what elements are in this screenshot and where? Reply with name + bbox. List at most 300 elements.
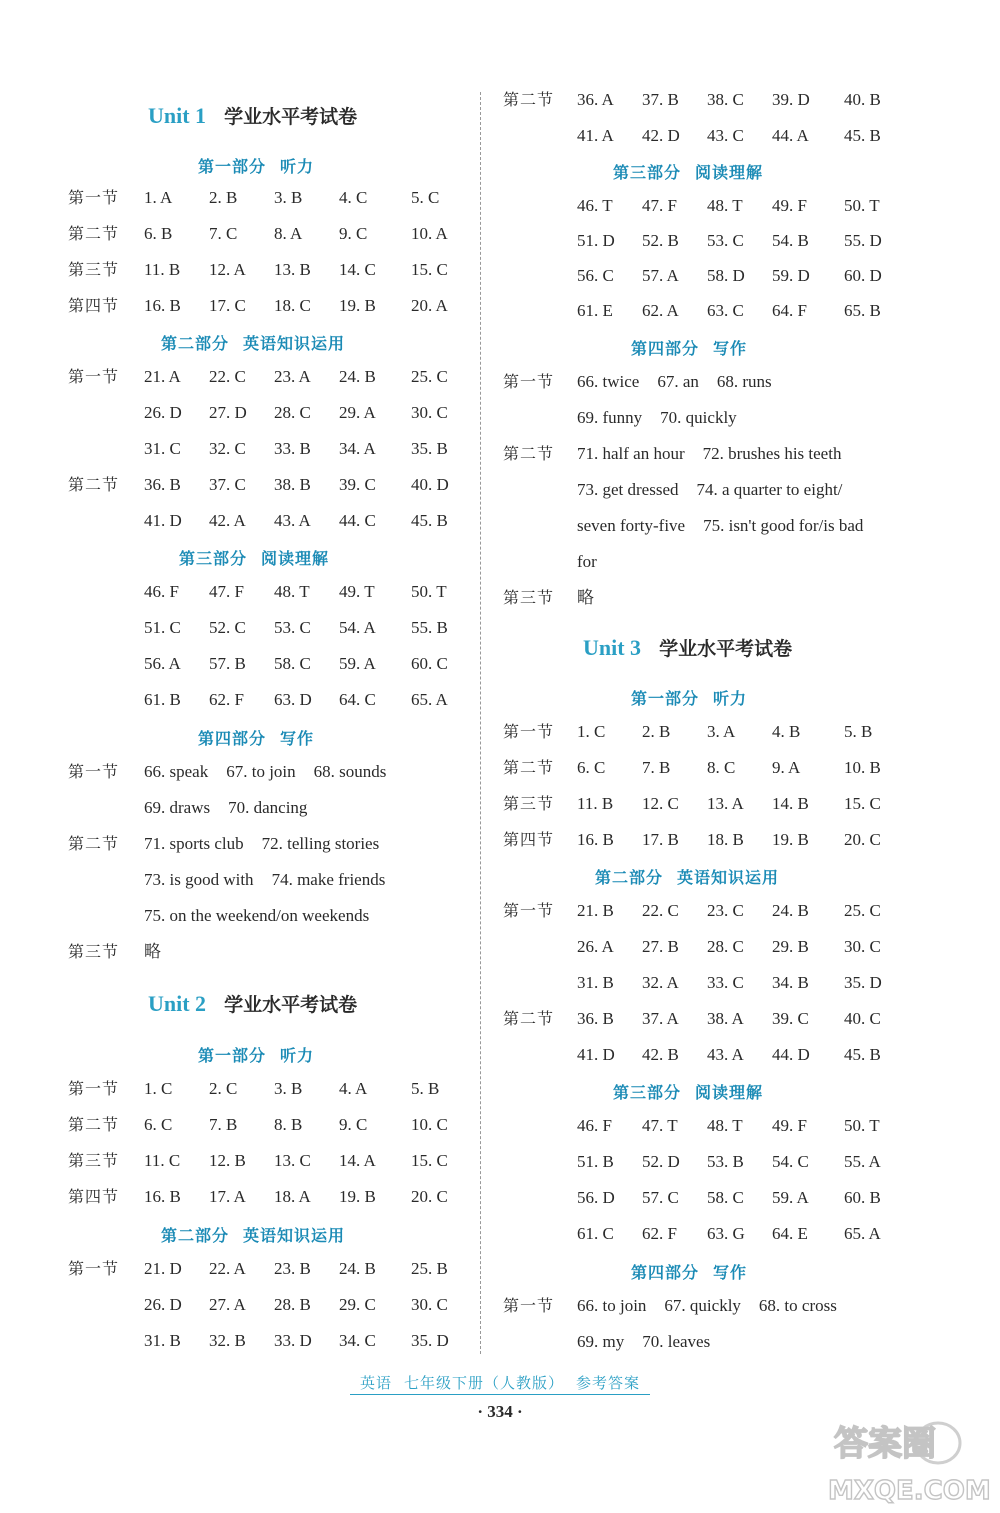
- part-title: 英语知识运用: [243, 334, 346, 353]
- answer-list: [577, 1224, 909, 1244]
- answer-item: 14. C: [339, 260, 376, 279]
- part-heading: [198, 1043, 314, 1066]
- answer-item: 12. B: [209, 1151, 246, 1170]
- fill-answer: 68. sounds: [313, 762, 387, 781]
- answer-item: 16. B: [144, 1187, 181, 1206]
- answer-item: 30. C: [411, 403, 448, 422]
- answer-item: 27. A: [209, 1295, 246, 1314]
- answer-item: 33. D: [274, 1331, 312, 1350]
- part-label: 第三部分: [613, 1083, 682, 1102]
- part-heading: [179, 546, 329, 569]
- answer-item: 27. D: [209, 403, 247, 422]
- answer-list: [144, 224, 476, 244]
- part-title: 阅读理解: [261, 549, 330, 568]
- answer-item: 53. C: [274, 618, 311, 637]
- answer-item: 62. F: [642, 1224, 677, 1243]
- answer-item: 17. C: [209, 296, 246, 315]
- answer-item: 49. T: [339, 582, 375, 601]
- section-label: 第一节: [68, 1259, 120, 1278]
- answer-item: 31. B: [577, 973, 614, 992]
- section-label: 第四节: [68, 1187, 120, 1206]
- answer-item: 20. A: [411, 296, 448, 315]
- answer-item: 4. A: [339, 1079, 368, 1098]
- answer-item: 58. D: [707, 266, 745, 285]
- answer-item: 61. B: [144, 690, 181, 709]
- unit-subtitle: 学业水平考试卷: [224, 994, 358, 1016]
- part-title: 阅读理解: [695, 1083, 764, 1102]
- answer-list: [577, 1188, 909, 1208]
- answer-item: 4. B: [772, 722, 801, 741]
- answer-item: 45. B: [844, 126, 881, 145]
- answer-item: 5. B: [844, 722, 873, 741]
- answer-item: 42. D: [642, 126, 680, 145]
- answer-list: [144, 582, 476, 602]
- answer-item: 56. A: [144, 654, 181, 673]
- answer-item: 5. C: [411, 188, 440, 207]
- answer-item: 46. F: [577, 1116, 612, 1135]
- answer-item: 25. C: [411, 367, 448, 386]
- section-label: 第二节: [503, 444, 555, 463]
- footer-subject: 英语: [359, 1374, 392, 1392]
- section-label: 第一节: [68, 367, 120, 386]
- answer-list: [144, 762, 404, 782]
- answer-item: 22. A: [209, 1259, 246, 1278]
- fill-answer: 略: [144, 942, 161, 961]
- answer-item: 15. C: [844, 794, 881, 813]
- answer-item: 22. C: [642, 901, 679, 920]
- answer-list: [144, 1115, 476, 1135]
- fill-answer: for: [577, 552, 597, 571]
- part-heading: [613, 1080, 763, 1103]
- answer-item: 15. C: [411, 1151, 448, 1170]
- answer-item: 3. A: [707, 722, 736, 741]
- answer-item: 53. B: [707, 1152, 744, 1171]
- answer-list: [577, 1152, 909, 1172]
- fill-answer: 66. to join: [577, 1296, 647, 1315]
- answer-item: 30. C: [844, 937, 881, 956]
- part-heading: [595, 865, 779, 888]
- answer-item: 7. C: [209, 224, 238, 243]
- section-label: 第二节: [503, 758, 555, 777]
- answer-item: 62. F: [209, 690, 244, 709]
- answer-item: 2. C: [209, 1079, 238, 1098]
- answer-item: 40. B: [844, 90, 881, 109]
- answer-item: 1. A: [144, 188, 173, 207]
- part-label: 第二部分: [595, 868, 664, 887]
- answer-item: 35. D: [844, 973, 882, 992]
- answer-item: 37. C: [209, 475, 246, 494]
- part-heading: [631, 686, 747, 709]
- answer-list: [577, 937, 909, 957]
- answer-item: 57. C: [642, 1188, 679, 1207]
- answer-item: 6. C: [577, 758, 606, 777]
- section-label: 第二节: [68, 834, 120, 853]
- answer-item: 65. A: [411, 690, 448, 709]
- answer-item: 13. A: [707, 794, 744, 813]
- answer-list: [144, 260, 476, 280]
- fill-answer: 67. an: [657, 372, 699, 391]
- answer-list: [577, 196, 909, 216]
- section-label: 第三节: [68, 942, 120, 961]
- answer-item: 32. B: [209, 1331, 246, 1350]
- fill-answer: 75. isn't good for/is bad: [703, 516, 864, 535]
- answer-list: [577, 901, 909, 921]
- section-label: 第二节: [503, 1009, 555, 1028]
- answer-item: 48. T: [707, 196, 743, 215]
- answer-item: 64. E: [772, 1224, 808, 1243]
- fill-answer: 73. get dressed: [577, 480, 679, 499]
- answer-item: 36. A: [577, 90, 614, 109]
- part-label: 第二部分: [161, 1226, 230, 1245]
- answer-item: 50. T: [411, 582, 447, 601]
- answer-list: [577, 1332, 728, 1352]
- answer-list: [577, 830, 909, 850]
- answer-item: 62. A: [642, 301, 679, 320]
- part-heading: [631, 1260, 747, 1283]
- answer-list: [144, 1259, 476, 1279]
- answer-item: 26. A: [577, 937, 614, 956]
- answer-item: 60. C: [411, 654, 448, 673]
- answer-item: 60. B: [844, 1188, 881, 1207]
- fill-answer: 69. draws: [144, 798, 211, 817]
- answer-item: 28. C: [707, 937, 744, 956]
- answer-item: 61. C: [577, 1224, 614, 1243]
- answer-item: 15. C: [411, 260, 448, 279]
- answer-item: 18. C: [274, 296, 311, 315]
- answer-item: 32. A: [642, 973, 679, 992]
- answer-item: 5. B: [411, 1079, 440, 1098]
- answer-item: 36. B: [144, 475, 181, 494]
- answer-item: 18. A: [274, 1187, 311, 1206]
- section-label: 第四节: [503, 830, 555, 849]
- answer-list: [577, 480, 860, 500]
- answer-item: 6. B: [144, 224, 173, 243]
- answer-item: 27. B: [642, 937, 679, 956]
- answer-item: 39. C: [772, 1009, 809, 1028]
- answer-item: 44. A: [772, 126, 809, 145]
- watermark-text: 答案圈: [834, 1424, 936, 1464]
- answer-item: 8. C: [707, 758, 736, 777]
- unit-number: Unit 3: [583, 635, 642, 660]
- answer-item: 56. C: [577, 266, 614, 285]
- answer-item: 16. B: [577, 830, 614, 849]
- unit-number: Unit 1: [148, 103, 207, 128]
- answer-item: 11. C: [144, 1151, 181, 1170]
- answer-item: 58. C: [274, 654, 311, 673]
- part-label: 第一部分: [631, 689, 700, 708]
- answer-list: [144, 618, 476, 638]
- answer-item: 30. C: [411, 1295, 448, 1314]
- answer-item: 31. C: [144, 439, 181, 458]
- answer-item: 35. B: [411, 439, 448, 458]
- answer-list: [577, 266, 909, 286]
- answer-list: [144, 367, 476, 387]
- answer-item: 17. B: [642, 830, 679, 849]
- answer-item: 47. T: [642, 1116, 678, 1135]
- answer-list: [144, 475, 476, 495]
- answer-item: 19. B: [772, 830, 809, 849]
- answer-list: [577, 552, 615, 572]
- answer-list: [144, 870, 403, 890]
- answer-item: 10. A: [411, 224, 448, 243]
- answer-item: 45. B: [844, 1045, 881, 1064]
- answer-item: 39. C: [339, 475, 376, 494]
- answer-item: 25. C: [844, 901, 881, 920]
- answer-item: 16. B: [144, 296, 181, 315]
- answer-item: 50. T: [844, 1116, 880, 1135]
- answer-list: [144, 1295, 476, 1315]
- answer-item: 3. B: [274, 188, 303, 207]
- fill-answer: 67. quickly: [664, 1296, 741, 1315]
- unit-title: [148, 990, 357, 1017]
- answer-item: 17. A: [209, 1187, 246, 1206]
- answer-list: [144, 403, 476, 423]
- answer-item: 23. B: [274, 1259, 311, 1278]
- answer-item: 46. T: [577, 196, 613, 215]
- fill-answer: 70. dancing: [228, 798, 308, 817]
- unit-subtitle: 学业水平考试卷: [659, 638, 793, 660]
- answer-item: 57. B: [209, 654, 246, 673]
- section-label: 第二节: [503, 90, 555, 109]
- fill-answer: 69. my: [577, 1332, 625, 1351]
- section-label: 第三节: [68, 1151, 120, 1170]
- footer-doc: 参考答案: [576, 1374, 641, 1392]
- footer: [0, 1372, 1000, 1395]
- answer-item: 22. C: [209, 367, 246, 386]
- answer-list: [144, 1151, 476, 1171]
- answer-item: 28. B: [274, 1295, 311, 1314]
- answer-item: 40. D: [411, 475, 449, 494]
- answer-item: 51. D: [577, 231, 615, 250]
- unit-title: [583, 634, 792, 661]
- answer-list: [577, 758, 909, 778]
- answer-item: 52. B: [642, 231, 679, 250]
- unit-number: Unit 2: [148, 991, 207, 1016]
- part-heading: [613, 160, 763, 183]
- answer-item: 34. B: [772, 973, 809, 992]
- answer-item: 39. D: [772, 90, 810, 109]
- answer-item: 14. A: [339, 1151, 376, 1170]
- answer-item: 12. C: [642, 794, 679, 813]
- answer-item: 63. D: [274, 690, 312, 709]
- answer-item: 54. C: [772, 1152, 809, 1171]
- answer-item: 59. A: [772, 1188, 809, 1207]
- answer-item: 34. C: [339, 1331, 376, 1350]
- part-heading: [161, 331, 345, 354]
- section-label: 第三节: [503, 588, 555, 607]
- answer-item: 19. B: [339, 1187, 376, 1206]
- part-label: 第三部分: [613, 163, 682, 182]
- part-title: 听力: [713, 689, 748, 708]
- answer-item: 58. C: [707, 1188, 744, 1207]
- part-label: 第四部分: [631, 1263, 700, 1282]
- answer-item: 2. B: [209, 188, 238, 207]
- answer-item: 41. A: [577, 126, 614, 145]
- answer-item: 33. C: [707, 973, 744, 992]
- answer-item: 29. C: [339, 1295, 376, 1314]
- answer-item: 21. A: [144, 367, 181, 386]
- answer-item: 4. C: [339, 188, 368, 207]
- answer-item: 9. A: [772, 758, 801, 777]
- answer-list: [144, 834, 397, 854]
- part-label: 第二部分: [161, 334, 230, 353]
- answer-item: 64. F: [772, 301, 807, 320]
- answer-list: [577, 973, 909, 993]
- answer-item: 41. D: [577, 1045, 615, 1064]
- answer-item: 59. D: [772, 266, 810, 285]
- unit-title: [148, 102, 357, 129]
- answer-item: 14. B: [772, 794, 809, 813]
- part-label: 第三部分: [179, 549, 248, 568]
- answer-item: 20. C: [844, 830, 881, 849]
- answer-item: 56. D: [577, 1188, 615, 1207]
- part-heading: [631, 336, 747, 359]
- answer-item: 65. B: [844, 301, 881, 320]
- answer-item: 7. B: [209, 1115, 238, 1134]
- part-label: 第一部分: [198, 1046, 267, 1065]
- fill-answer: 70. leaves: [642, 1332, 711, 1351]
- answer-item: 11. B: [577, 794, 614, 813]
- answer-list: [577, 444, 859, 464]
- fill-answer: 69. funny: [577, 408, 643, 427]
- answer-list: [577, 90, 909, 110]
- answer-list: [577, 1045, 909, 1065]
- answer-list: [577, 722, 909, 742]
- answer-item: 26. D: [144, 1295, 182, 1314]
- answer-item: 35. D: [411, 1331, 449, 1350]
- answer-item: 8. A: [274, 224, 303, 243]
- answer-item: 60. D: [844, 266, 882, 285]
- answer-list: [577, 1116, 909, 1136]
- answer-item: 37. A: [642, 1009, 679, 1028]
- answer-item: 49. F: [772, 196, 807, 215]
- answer-item: 53. C: [707, 231, 744, 250]
- answer-list: [577, 408, 755, 428]
- answer-item: 61. E: [577, 301, 613, 320]
- fill-answer: 72. telling stories: [261, 834, 380, 853]
- answer-list: [577, 126, 909, 146]
- answer-list: [144, 798, 325, 818]
- answer-item: 2. B: [642, 722, 671, 741]
- answer-list: [144, 654, 476, 674]
- answer-item: 42. A: [209, 511, 246, 530]
- answer-item: 55. B: [411, 618, 448, 637]
- part-title: 英语知识运用: [677, 868, 780, 887]
- fill-answer: 71. sports club: [144, 834, 244, 853]
- part-heading: [161, 1223, 345, 1246]
- answer-item: 26. D: [144, 403, 182, 422]
- answer-list: [577, 1009, 909, 1029]
- answer-item: 54. B: [772, 231, 809, 250]
- part-heading: [198, 726, 314, 749]
- part-label: 第四部分: [198, 729, 267, 748]
- answer-list: [144, 690, 476, 710]
- answer-item: 64. C: [339, 690, 376, 709]
- answer-item: 12. A: [209, 260, 246, 279]
- answer-item: 43. C: [707, 126, 744, 145]
- footer-grade: 七年级下册（人教版）: [403, 1374, 564, 1392]
- answer-item: 36. B: [577, 1009, 614, 1028]
- answer-item: 1. C: [577, 722, 606, 741]
- section-label: 第一节: [68, 188, 120, 207]
- fill-answer: 74. a quarter to eight/: [696, 480, 843, 499]
- answer-item: 46. F: [144, 582, 179, 601]
- answer-item: 9. C: [339, 224, 368, 243]
- section-label: 第一节: [503, 722, 555, 741]
- answer-item: 38. A: [707, 1009, 744, 1028]
- answer-item: 52. D: [642, 1152, 680, 1171]
- answer-item: 18. B: [707, 830, 744, 849]
- answer-item: 1. C: [144, 1079, 173, 1098]
- answer-item: 51. B: [577, 1152, 614, 1171]
- answer-item: 7. B: [642, 758, 671, 777]
- answer-item: 24. B: [772, 901, 809, 920]
- answer-item: 55. A: [844, 1152, 881, 1171]
- answer-item: 42. B: [642, 1045, 679, 1064]
- answer-item: 48. T: [707, 1116, 743, 1135]
- part-title: 写作: [713, 1263, 748, 1282]
- answer-item: 63. G: [707, 1224, 745, 1243]
- fill-answer: 70. quickly: [660, 408, 737, 427]
- answer-list: [577, 588, 612, 608]
- part-title: 英语知识运用: [243, 1226, 346, 1245]
- answer-item: 34. A: [339, 439, 376, 458]
- part-heading: [198, 154, 314, 177]
- answer-item: 24. B: [339, 367, 376, 386]
- answer-item: 51. C: [144, 618, 181, 637]
- answer-list: [577, 372, 790, 392]
- section-label: 第一节: [68, 762, 120, 781]
- answer-item: 48. T: [274, 582, 310, 601]
- part-label: 第一部分: [198, 157, 267, 176]
- answer-list: [577, 794, 909, 814]
- fill-answer: 67. to join: [226, 762, 296, 781]
- answer-item: 43. A: [707, 1045, 744, 1064]
- answer-item: 47. F: [209, 582, 244, 601]
- answer-item: 10. B: [844, 758, 881, 777]
- unit-subtitle: 学业水平考试卷: [224, 106, 358, 128]
- answer-item: 47. F: [642, 196, 677, 215]
- fill-answer: 73. is good with: [144, 870, 254, 889]
- answer-item: 6. C: [144, 1115, 173, 1134]
- section-label: 第二节: [68, 1115, 120, 1134]
- fill-answer: 75. on the weekend/on weekends: [144, 906, 370, 925]
- answer-item: 55. D: [844, 231, 882, 250]
- answer-item: 45. B: [411, 511, 448, 530]
- answer-item: 8. B: [274, 1115, 303, 1134]
- answer-item: 50. T: [844, 196, 880, 215]
- answer-list: [144, 188, 476, 208]
- answer-item: 63. C: [707, 301, 744, 320]
- fill-answer: 66. twice: [577, 372, 640, 391]
- fill-answer: 74. make friends: [271, 870, 386, 889]
- part-title: 阅读理解: [695, 163, 764, 182]
- section-label: 第一节: [503, 1296, 555, 1315]
- answer-item: 25. B: [411, 1259, 448, 1278]
- answer-list: [144, 906, 387, 926]
- answer-item: 10. C: [411, 1115, 448, 1134]
- section-label: 第二节: [68, 224, 120, 243]
- answer-item: 11. B: [144, 260, 181, 279]
- answer-list: [577, 301, 909, 321]
- fill-answer: 68. to cross: [758, 1296, 837, 1315]
- answer-list: [144, 942, 179, 962]
- answer-item: 3. B: [274, 1079, 303, 1098]
- section-label: 第四节: [68, 296, 120, 315]
- answer-item: 59. A: [339, 654, 376, 673]
- column-divider: [480, 92, 481, 1354]
- answer-item: 9. C: [339, 1115, 368, 1134]
